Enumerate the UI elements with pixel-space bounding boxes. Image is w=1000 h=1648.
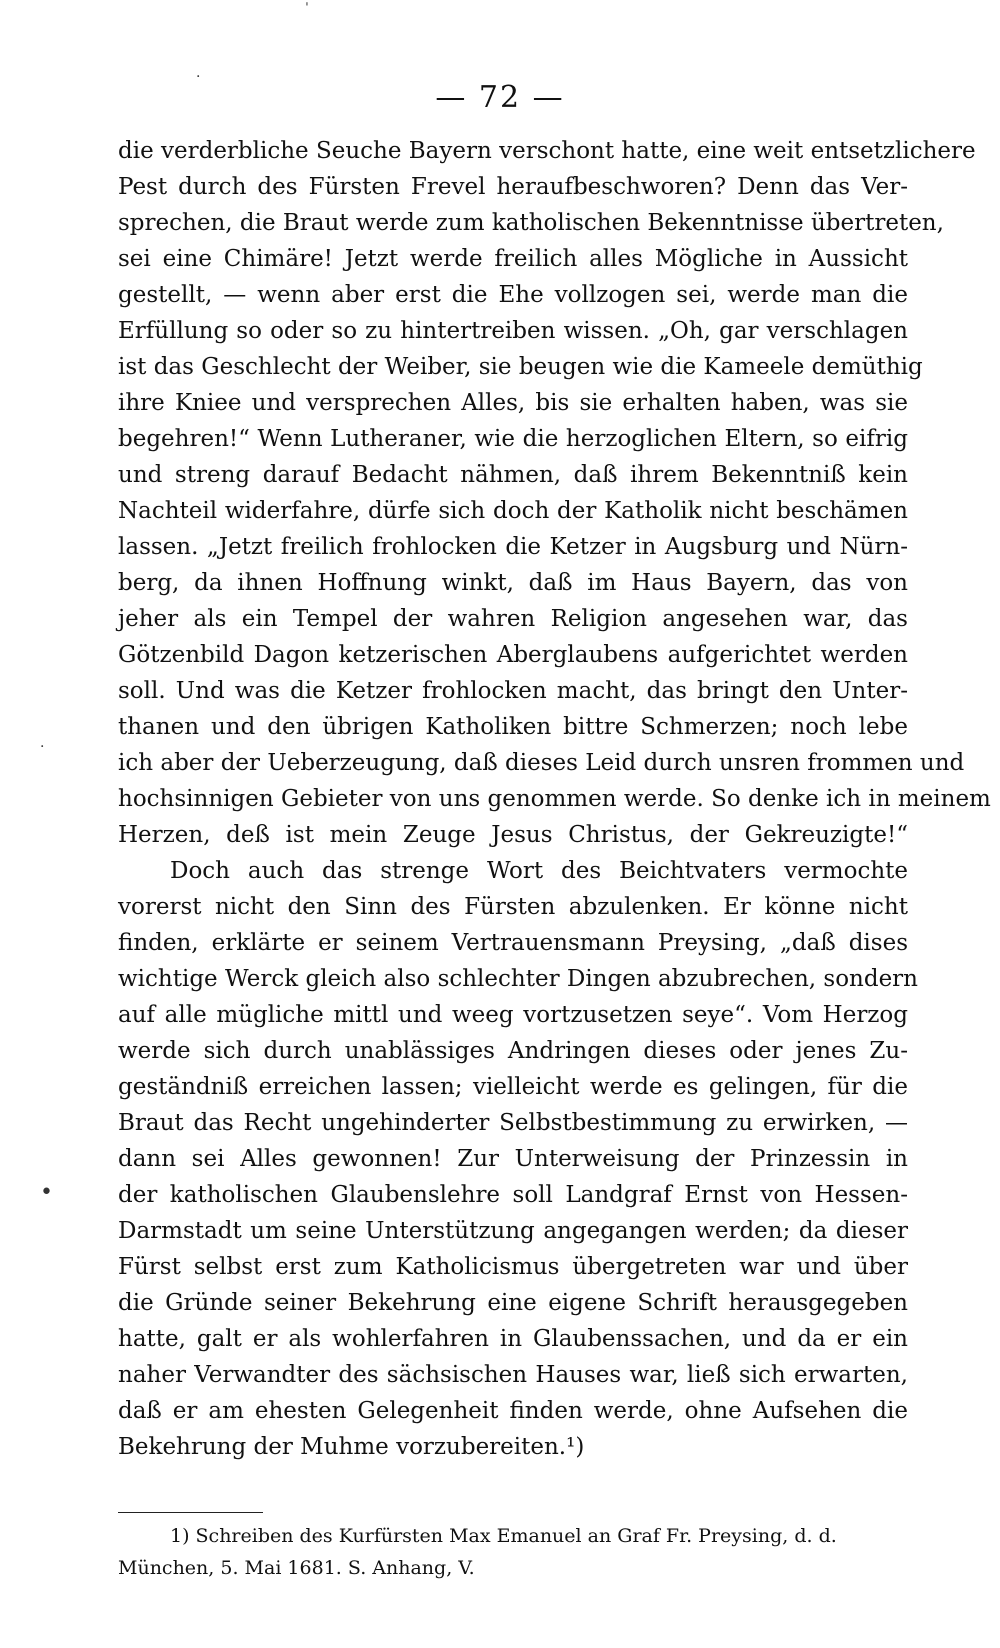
footnote-line: München, 5. Mai 1681. S. Anhang, V. bbox=[118, 1557, 475, 1579]
text-line: hatte, galt er als wohlerfahren in Glaubenssachen, und da er ein bbox=[118, 1326, 908, 1352]
text-line: Pest durch des Fürsten Frevel heraufbeschworen? Denn das Ver- bbox=[118, 174, 908, 200]
text-line: jeher als ein Tempel der wahren Religion angesehen war, das bbox=[118, 606, 908, 632]
text-line: Herzen, deß ist mein Zeuge Jesus Christus, der Gekreuzigte!“ bbox=[118, 822, 908, 848]
text-line: Fürst selbst erst zum Katholicismus übergetreten war und über bbox=[118, 1254, 908, 1280]
text-line: Braut das Recht ungehinderter Selbstbestimmung zu erwirken, — bbox=[118, 1110, 908, 1136]
text-line: thanen und den übrigen Katholiken bittre Schmerzen; noch lebe bbox=[118, 714, 908, 740]
text-line: Erfüllung so oder so zu hintertreiben wissen. „Oh, gar verschlagen bbox=[118, 318, 908, 344]
text-line: ihre Kniee und versprechen Alles, bis sie erhalten haben, was sie bbox=[118, 390, 908, 416]
footnote-line: 1) Schreiben des Kurfürsten Max Emanuel an Graf Fr. Preysing, d. d. bbox=[170, 1525, 837, 1547]
stray-mark-left-middle: · bbox=[40, 739, 45, 755]
text-line: ist das Geschlecht der Weiber, sie beugen wie die Kameele demüthig bbox=[118, 354, 923, 380]
text-line: hochsinnigen Gebieter von uns genommen werde. So denke ich in meinem bbox=[118, 786, 991, 812]
text-line: die Gründe seiner Bekehrung eine eigene Schrift herausgegeben bbox=[118, 1290, 908, 1316]
text-line: vorerst nicht den Sinn des Fürsten abzulenken. Er könne nicht bbox=[118, 894, 908, 920]
text-line: dann sei Alles gewonnen! Zur Unterweisung der Prinzessin in bbox=[118, 1146, 908, 1172]
text-line: die verderbliche Seuche Bayern verschont hatte, eine weit entsetzlichere bbox=[118, 138, 976, 164]
text-line: sei eine Chimäre! Jetzt werde freilich alles Mögliche in Aussicht bbox=[118, 246, 908, 272]
body-text bbox=[118, 133, 991, 1465]
text-line: begehren!“ Wenn Lutheraner, wie die herzoglichen Eltern, so eifrig bbox=[118, 426, 908, 452]
paragraph-start-line: Doch auch das strenge Wort des Beichtvaters vermochte bbox=[170, 858, 908, 884]
text-line: lassen. „Jetzt freilich frohlocken die Ketzer in Augsburg und Nürn- bbox=[118, 534, 908, 560]
text-line: sprechen, die Braut werde zum katholischen Bekenntnisse übertreten, bbox=[118, 210, 944, 236]
text-line: naher Verwandter des sächsischen Hauses war, ließ sich erwarten, bbox=[118, 1362, 908, 1388]
text-line: der katholischen Glaubenslehre soll Landgraf Ernst von Hessen- bbox=[118, 1182, 908, 1208]
text-line: Nachteil widerfahre, dürfe sich doch der Katholik nicht beschämen bbox=[118, 498, 908, 524]
stray-mark-top: ˈ bbox=[305, 1, 309, 17]
text-line: ich aber der Ueberzeugung, daß dieses Leid durch unsren frommen und bbox=[118, 750, 965, 776]
text-line: werde sich durch unablässiges Andringen dieses oder jenes Zu- bbox=[118, 1038, 908, 1064]
text-line: wichtige Werck gleich also schlechter Dingen abzubrechen, sondern bbox=[118, 966, 918, 992]
page-number: — 72 — bbox=[435, 80, 565, 115]
paragraph-end-line: Bekehrung der Muhme vorzubereiten.¹) bbox=[118, 1434, 585, 1460]
text-line: finden, erklärte er seinem Vertrauensmann Preysing, „daß dises bbox=[118, 930, 908, 956]
text-line: soll. Und was die Ketzer frohlocken macht, das bringt den Unter- bbox=[118, 678, 908, 704]
text-line: Darmstadt um seine Unterstützung angegangen werden; da dieser bbox=[118, 1218, 908, 1244]
text-line: berg, da ihnen Hoffnung winkt, daß im Haus Bayern, das von bbox=[118, 570, 908, 596]
text-line: geständniß erreichen lassen; vielleicht werde es gelingen, für die bbox=[118, 1074, 908, 1100]
stray-dot-left-lower: • bbox=[40, 1180, 53, 1205]
text-line: daß er am ehesten Gelegenheit finden werde, ohne Aufsehen die bbox=[118, 1398, 908, 1424]
text-line: Götzenbild Dagon ketzerischen Aberglaubens aufgerichtet werden bbox=[118, 642, 908, 668]
footnote bbox=[118, 1520, 908, 1584]
stray-mark-upper-left: · bbox=[196, 69, 201, 85]
text-line: auf alle mügliche mittl und weeg vortzusetzen seye“. Vom Herzog bbox=[118, 1002, 908, 1028]
text-line: gestellt, — wenn aber erst die Ehe vollzogen sei, werde man die bbox=[118, 282, 908, 308]
footnote-divider bbox=[118, 1512, 263, 1513]
text-line: und streng darauf Bedacht nähmen, daß ihrem Bekenntniß kein bbox=[118, 462, 908, 488]
